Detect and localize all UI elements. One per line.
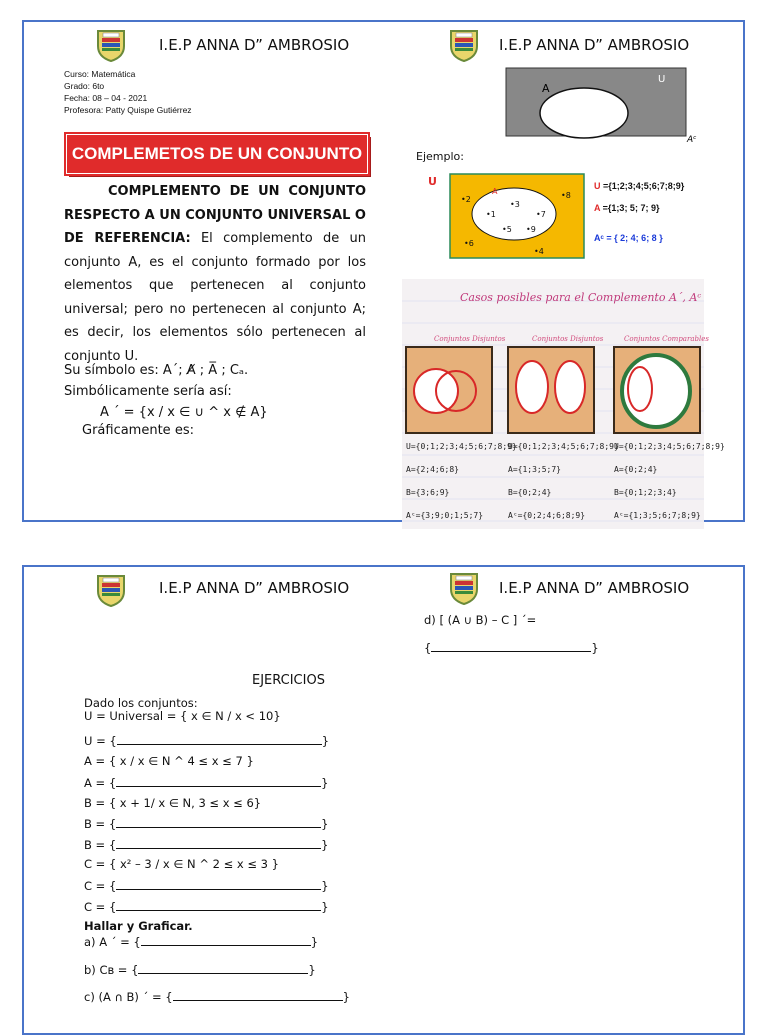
school-crest-icon <box>449 28 479 62</box>
complement-label: Aᶜ <box>687 135 697 145</box>
answer-cb: b) Cʙ = { } <box>84 963 316 977</box>
symbol-text: Su símbolo es: A´; A̸ ; A̅ ; Cₐ. <box>64 363 249 378</box>
definition-value: ={1;3; 5; 7; 9} <box>600 203 660 213</box>
example-title: Ejemplo: <box>416 150 464 163</box>
exercises-title: EJERCICIOS <box>252 673 325 688</box>
symbolic-text: Simbólicamente sería así: <box>64 384 232 399</box>
school-crest-icon <box>449 571 479 605</box>
inside-element: •1 <box>486 210 496 219</box>
universe-label: U <box>658 74 666 85</box>
school-name: I.E.P ANNA D” AMBROSIO <box>499 579 690 597</box>
example-ac-def: Aᶜ = { 2; 4; 6; 8 } <box>594 233 663 243</box>
case-note: Aᶜ={1;3;5;6;7;8;9} <box>614 511 701 520</box>
example-a-def <box>594 197 684 219</box>
definition-body: El complemento de un conjunto A, es el conjunto formado por los elementos que pertenecen al conjunto universal; pero no pertenecen al conjunto A; es decir, los elementos sólo pertenecen al conjunto U. <box>64 231 366 364</box>
inside-element: •3 <box>510 200 520 209</box>
inside-element: •5 <box>502 225 512 234</box>
set-b-definition: B = { x + 1/ x ∈ N, 3 ≤ x ≤ 6} <box>84 796 262 810</box>
school-name: I.E.P ANNA D” AMBROSIO <box>159 579 350 597</box>
case-note: A={0;2;4} <box>614 465 658 474</box>
case-note: Aᶜ={3;9;0;1;5;7} <box>406 511 484 520</box>
notebook-photo <box>402 279 725 529</box>
exercises-intro <box>84 697 281 723</box>
hallar-heading: Hallar y Graficar. <box>84 919 193 933</box>
answer-b-line: B = { } <box>84 817 329 831</box>
school-name: I.E.P ANNA D” AMBROSIO <box>499 36 690 54</box>
outside-element: •8 <box>561 191 571 200</box>
course-label: Curso: Matemática <box>64 69 136 79</box>
answer-u-line: U = { } <box>84 734 330 748</box>
example-set-a-label: A <box>492 187 498 196</box>
grade-label: Grado: 6to <box>64 81 105 91</box>
teacher-label: Profesora: Patty Quispe Gutiérrez <box>64 105 192 115</box>
date-label: Fecha: 08 – 04 - 2021 <box>64 93 148 103</box>
example-u-def <box>594 175 684 197</box>
answer-d-line: { } <box>424 641 599 655</box>
case-note: B={3;6;9} <box>406 488 450 497</box>
definition-prefix: U <box>594 181 601 191</box>
case-note: U={0;1;2;3;4;5;6;7;8;9} <box>406 442 517 451</box>
example-universe-label: U <box>428 175 437 188</box>
case-label: Conjuntos Disjuntos <box>434 335 506 343</box>
complement-venn-diagram <box>506 66 702 144</box>
title-banner: COMPLEMETOS DE UN CONJUNTO <box>66 134 368 174</box>
example-definitions <box>594 175 684 249</box>
photo-title: Casos posibles para el Complemento A´, Aᶜ <box>460 291 702 304</box>
answer-c-line: C = { } <box>84 879 329 893</box>
symbol-block <box>64 360 268 438</box>
outside-element: •6 <box>464 239 474 248</box>
case-label: Conjuntos Comparables <box>624 335 709 343</box>
case-note: U={0;1;2;3;4;5;6;7;8;9} <box>614 442 725 451</box>
inside-element: •9 <box>526 225 536 234</box>
school-crest-icon <box>96 573 126 607</box>
set-a-label: A <box>542 82 550 95</box>
school-name: I.E.P ANNA D” AMBROSIO <box>159 36 350 54</box>
intro-text: Dado los conjuntos: <box>84 696 198 710</box>
case-note: Aᶜ={0;2;4;6;8;9} <box>508 511 586 520</box>
definition-prefix: A <box>594 203 601 213</box>
graphic-text: Gráficamente es: <box>82 423 194 438</box>
universe-definition: U = Universal = { x ∈ N / x < 10} <box>84 709 281 723</box>
answer-b-line: B = { } <box>84 838 329 852</box>
worksheet-page-2 <box>22 565 745 1035</box>
school-crest-icon <box>96 28 126 62</box>
answer-intersection-complement: c) (A ∩ B) ´ = { } <box>84 990 350 1004</box>
answer-c-line: C = { } <box>84 900 329 914</box>
definition-heading: COMPLEMENTO DE UN CONJUNTO RESPECTO A UN CONJUNTO UNIVERSAL O DE REFERENCIA: <box>64 184 366 246</box>
definition-paragraph <box>64 180 366 368</box>
case-note: A={1;3;5;7} <box>508 465 561 474</box>
answer-a-line: A = { } <box>84 776 329 790</box>
outside-element: •4 <box>534 247 544 256</box>
question-d: d) [ (A ∪ B) – C ] ´= <box>424 613 537 627</box>
inside-element: •7 <box>536 210 546 219</box>
course-info <box>64 68 192 116</box>
worksheet-page-1 <box>22 20 745 522</box>
set-formula: A ´ = {x / x ∈ ∪ ^ x ∉ A} <box>100 405 268 420</box>
case-label: Conjuntos Disjuntos <box>532 335 604 343</box>
case-note: U={0;1;2;3;4;5;6;7;8;9} <box>508 442 619 451</box>
case-note: A={2;4;6;8} <box>406 465 459 474</box>
case-note: B={0;1;2;3;4} <box>614 488 677 497</box>
answer-a-complement: a) A ´ = { } <box>84 935 319 949</box>
outside-element: •2 <box>461 195 471 204</box>
definition-value: ={1;2;3;4;5;6;7;8;9} <box>600 181 685 191</box>
example-venn-diagram <box>450 174 586 260</box>
set-c-definition: C = { x² – 3 / x ∈ N ^ 2 ≤ x ≤ 3 } <box>84 857 279 871</box>
case-note: B={0;2;4} <box>508 488 552 497</box>
set-a-definition: A = { x / x ∈ N ^ 4 ≤ x ≤ 7 } <box>84 754 254 768</box>
